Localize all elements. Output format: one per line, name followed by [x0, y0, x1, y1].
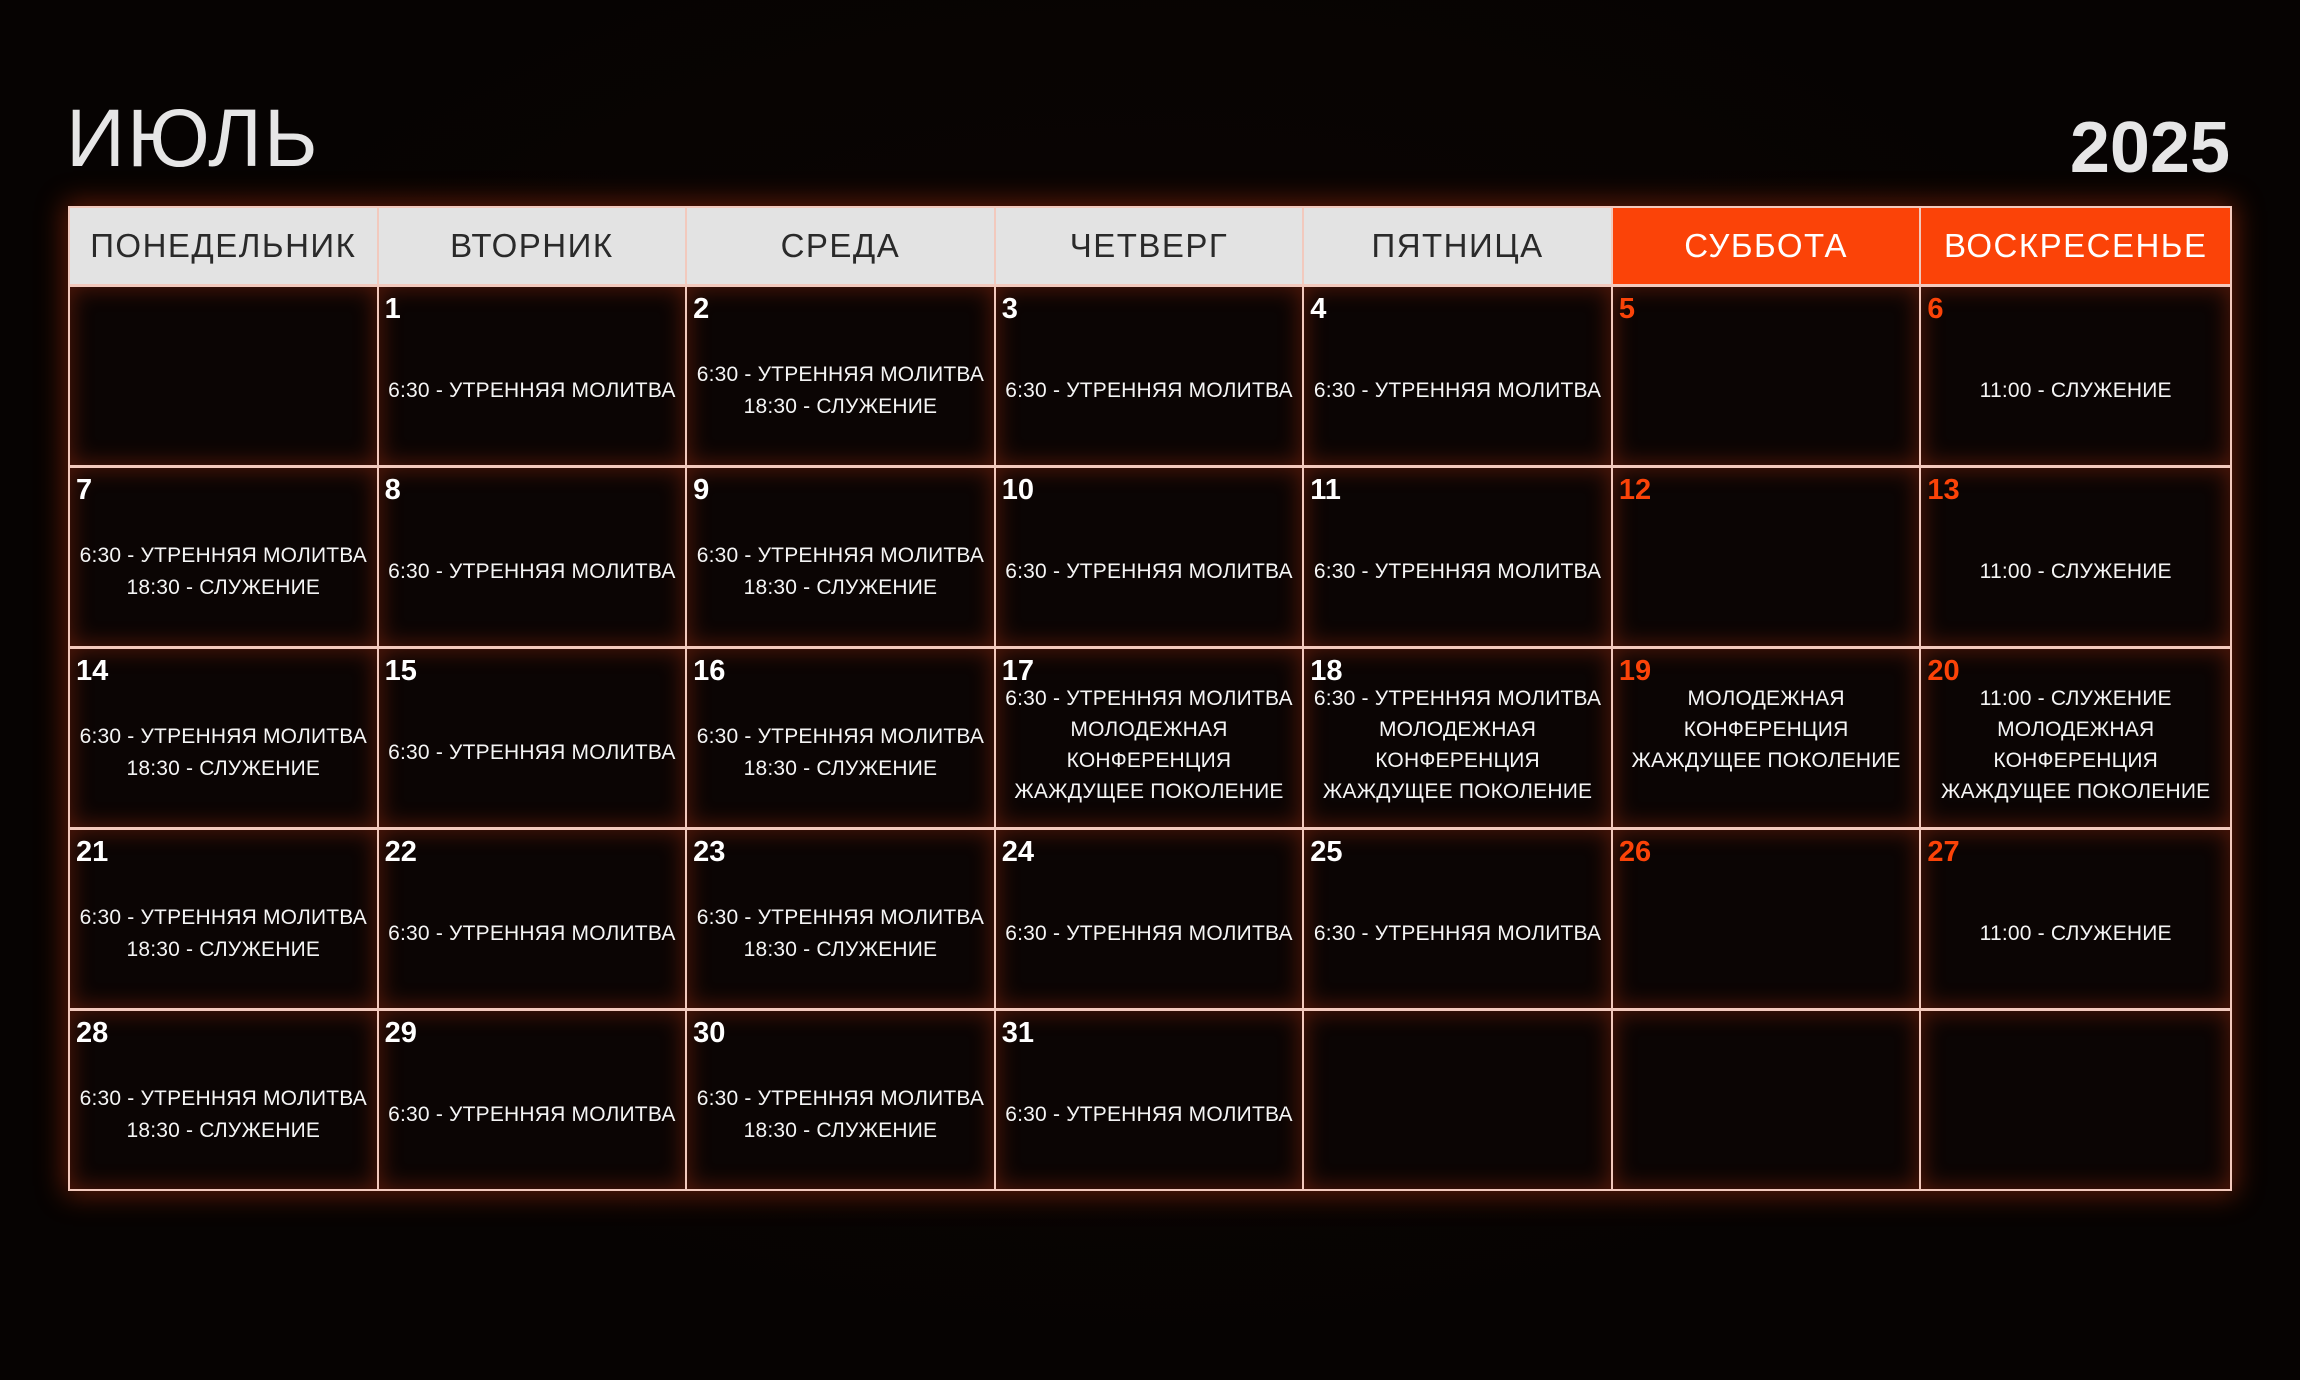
weekday-header: ЧЕТВЕРГ [996, 208, 1305, 284]
event-line: 18:30 - СЛУЖЕНИЕ [126, 576, 321, 599]
day-cell[interactable] [1921, 465, 2230, 646]
day-number: 21 [76, 836, 109, 868]
day-cell[interactable] [1613, 827, 1922, 1008]
day-cell[interactable] [687, 284, 996, 465]
day-number: 31 [1001, 1017, 1034, 1049]
event-line: МОЛОДЕЖНАЯ [1070, 718, 1228, 741]
day-number: 23 [693, 836, 726, 868]
day-number: 8 [384, 474, 401, 506]
event-line: 6:30 - УТРЕННЯЯ МОЛИТВА [696, 906, 985, 929]
day-number: 3 [1001, 293, 1018, 325]
day-number: 14 [76, 655, 109, 687]
day-cell[interactable] [379, 284, 688, 465]
weekday-header: СУББОТА [1613, 208, 1922, 284]
day-cell[interactable] [1921, 827, 2230, 1008]
day-number: 11 [1310, 474, 1341, 506]
day-cell[interactable] [996, 1008, 1305, 1189]
day-number: 19 [1618, 655, 1652, 687]
event-list [385, 504, 680, 640]
day-number: 29 [384, 1017, 417, 1049]
event-line: МОЛОДЕЖНАЯ [1997, 718, 2155, 741]
day-number: 24 [1001, 836, 1034, 868]
event-line: 6:30 - УТРЕННЯЯ МОЛИТВА [1313, 687, 1602, 710]
month-title: ИЮЛЬ [66, 93, 320, 184]
day-number: 16 [693, 655, 726, 687]
day-cell[interactable] [1304, 465, 1613, 646]
day-number: 17 [1001, 655, 1034, 687]
event-line: 6:30 - УТРЕННЯЯ МОЛИТВА [1005, 922, 1293, 945]
event-line: 6:30 - УТРЕННЯЯ МОЛИТВА [696, 544, 985, 567]
day-cell[interactable] [1613, 284, 1922, 465]
event-list [1619, 683, 1914, 821]
event-list [385, 685, 680, 821]
weekday-header: ПЯТНИЦА [1304, 208, 1613, 284]
weekday-header: ВОСКРЕСЕНЬЕ [1921, 208, 2230, 284]
event-list [385, 866, 680, 1002]
day-cell[interactable] [70, 465, 379, 646]
event-line: 18:30 - СЛУЖЕНИЕ [743, 576, 938, 599]
event-line: 6:30 - УТРЕННЯЯ МОЛИТВА [1313, 922, 1602, 945]
day-number: 20 [1927, 655, 1960, 687]
day-cell[interactable] [70, 827, 379, 1008]
event-line: 6:30 - УТРЕННЯЯ МОЛИТВА [696, 725, 985, 748]
event-line: 6:30 - УТРЕННЯЯ МОЛИТВА [1313, 560, 1602, 583]
day-number: 10 [1001, 474, 1034, 506]
event-list [385, 323, 680, 459]
event-list [76, 504, 371, 640]
event-list [1002, 866, 1297, 1002]
day-cell[interactable] [687, 465, 996, 646]
event-list [1927, 504, 2224, 640]
event-list [693, 685, 988, 821]
event-list [1927, 866, 2224, 1002]
empty-day-cell [1921, 1008, 2230, 1189]
event-line: 18:30 - СЛУЖЕНИЕ [743, 757, 938, 780]
day-number: 22 [384, 836, 417, 868]
day-cell[interactable] [996, 827, 1305, 1008]
event-list [1002, 504, 1297, 640]
event-line: 6:30 - УТРЕННЯЯ МОЛИТВА [388, 379, 676, 402]
day-number: 27 [1927, 836, 1960, 868]
event-line: КОНФЕРЕНЦИЯ [1993, 749, 2159, 772]
event-list [76, 866, 371, 1002]
day-cell[interactable] [1304, 827, 1613, 1008]
event-line: 6:30 - УТРЕННЯЯ МОЛИТВА [1005, 1103, 1293, 1126]
event-line: КОНФЕРЕНЦИЯ [1683, 718, 1849, 741]
day-number: 28 [76, 1017, 109, 1049]
event-list [693, 504, 988, 640]
event-list [1310, 504, 1605, 640]
day-number: 30 [693, 1017, 726, 1049]
day-cell[interactable] [1921, 646, 2230, 827]
event-list [693, 323, 988, 459]
event-line: 6:30 - УТРЕННЯЯ МОЛИТВА [79, 544, 367, 567]
empty-day-cell [1304, 1008, 1613, 1189]
day-number: 15 [384, 655, 417, 687]
event-list [1002, 683, 1297, 821]
year-title: 2025 [2069, 108, 2230, 188]
event-line: ЖАЖДУЩЕЕ ПОКОЛЕНИЕ [1941, 780, 2211, 803]
event-list [1002, 323, 1297, 459]
event-list [1310, 323, 1605, 459]
event-line: 6:30 - УТРЕННЯЯ МОЛИТВА [696, 363, 985, 386]
event-list [693, 1047, 988, 1183]
day-number: 13 [1927, 474, 1960, 506]
event-line: 6:30 - УТРЕННЯЯ МОЛИТВА [388, 922, 676, 945]
weekday-header: СРЕДА [687, 208, 996, 284]
day-cell[interactable] [687, 1008, 996, 1189]
day-cell[interactable] [996, 284, 1305, 465]
empty-day-cell [1613, 1008, 1922, 1189]
day-number: 25 [1310, 836, 1343, 868]
event-line: 6:30 - УТРЕННЯЯ МОЛИТВА [1313, 379, 1602, 402]
day-number: 18 [1310, 655, 1343, 687]
event-line: 18:30 - СЛУЖЕНИЕ [743, 1119, 938, 1142]
event-line: ЖАЖДУЩЕЕ ПОКОЛЕНИЕ [1631, 749, 1901, 772]
event-line: 6:30 - УТРЕННЯЯ МОЛИТВА [79, 725, 367, 748]
event-line: 6:30 - УТРЕННЯЯ МОЛИТВА [1005, 560, 1293, 583]
day-cell[interactable] [379, 1008, 688, 1189]
day-number: 1 [384, 293, 401, 325]
event-line: 11:00 - СЛУЖЕНИЕ [1979, 687, 2172, 710]
day-cell[interactable] [1304, 284, 1613, 465]
day-cell[interactable] [1304, 646, 1613, 827]
day-number: 2 [693, 293, 710, 325]
event-list [76, 685, 371, 821]
event-line: МОЛОДЕЖНАЯ [1687, 687, 1845, 710]
event-line: 11:00 - СЛУЖЕНИЕ [1979, 560, 2172, 583]
day-cell[interactable] [1613, 465, 1922, 646]
day-number: 12 [1618, 474, 1652, 506]
event-line: КОНФЕРЕНЦИЯ [1066, 749, 1232, 772]
event-line: ЖАЖДУЩЕЕ ПОКОЛЕНИЕ [1014, 780, 1284, 803]
day-cell[interactable] [70, 1008, 379, 1189]
day-cell[interactable] [996, 646, 1305, 827]
event-line: 18:30 - СЛУЖЕНИЕ [743, 938, 938, 961]
day-number: 6 [1927, 293, 1944, 325]
event-line: 6:30 - УТРЕННЯЯ МОЛИТВА [388, 1103, 676, 1126]
event-line: 18:30 - СЛУЖЕНИЕ [126, 938, 321, 961]
day-cell[interactable] [687, 827, 996, 1008]
event-list [1927, 323, 2224, 459]
event-line: 18:30 - СЛУЖЕНИЕ [126, 757, 321, 780]
event-line: 6:30 - УТРЕННЯЯ МОЛИТВА [388, 741, 676, 764]
event-line: 6:30 - УТРЕННЯЯ МОЛИТВА [696, 1087, 985, 1110]
day-number: 26 [1618, 836, 1652, 868]
day-number: 4 [1310, 293, 1327, 325]
day-cell[interactable] [996, 465, 1305, 646]
day-cell[interactable] [687, 646, 996, 827]
event-line: 6:30 - УТРЕННЯЯ МОЛИТВА [1005, 379, 1293, 402]
event-line: 11:00 - СЛУЖЕНИЕ [1979, 379, 2172, 402]
calendar-grid [68, 206, 2232, 1191]
event-list [693, 866, 988, 1002]
event-list [1310, 683, 1605, 821]
event-line: 11:00 - СЛУЖЕНИЕ [1979, 922, 2172, 945]
event-list [1927, 683, 2224, 821]
event-line: 18:30 - СЛУЖЕНИЕ [743, 395, 938, 418]
event-line: МОЛОДЕЖНАЯ [1378, 718, 1537, 741]
day-cell[interactable] [70, 646, 379, 827]
day-cell[interactable] [379, 827, 688, 1008]
day-cell[interactable] [379, 465, 688, 646]
event-list [1002, 1047, 1297, 1183]
day-number: 9 [693, 474, 710, 506]
weekday-header: ВТОРНИК [379, 208, 688, 284]
event-list [385, 1047, 680, 1183]
day-cell[interactable] [379, 646, 688, 827]
event-line: 6:30 - УТРЕННЯЯ МОЛИТВА [79, 1087, 367, 1110]
event-line: 6:30 - УТРЕННЯЯ МОЛИТВА [79, 906, 367, 929]
weekday-header: ПОНЕДЕЛЬНИК [70, 208, 379, 284]
day-number: 5 [1618, 293, 1635, 325]
event-line: 18:30 - СЛУЖЕНИЕ [126, 1119, 321, 1142]
empty-day-cell [70, 284, 379, 465]
day-number: 7 [76, 474, 93, 506]
event-line: 6:30 - УТРЕННЯЯ МОЛИТВА [388, 560, 676, 583]
event-list [76, 1047, 371, 1183]
day-cell[interactable] [1613, 646, 1922, 827]
event-line: КОНФЕРЕНЦИЯ [1375, 749, 1540, 772]
event-list [1310, 866, 1605, 1002]
event-line: 6:30 - УТРЕННЯЯ МОЛИТВА [1005, 687, 1293, 710]
day-cell[interactable] [1921, 284, 2230, 465]
event-line: ЖАЖДУЩЕЕ ПОКОЛЕНИЕ [1322, 780, 1593, 803]
